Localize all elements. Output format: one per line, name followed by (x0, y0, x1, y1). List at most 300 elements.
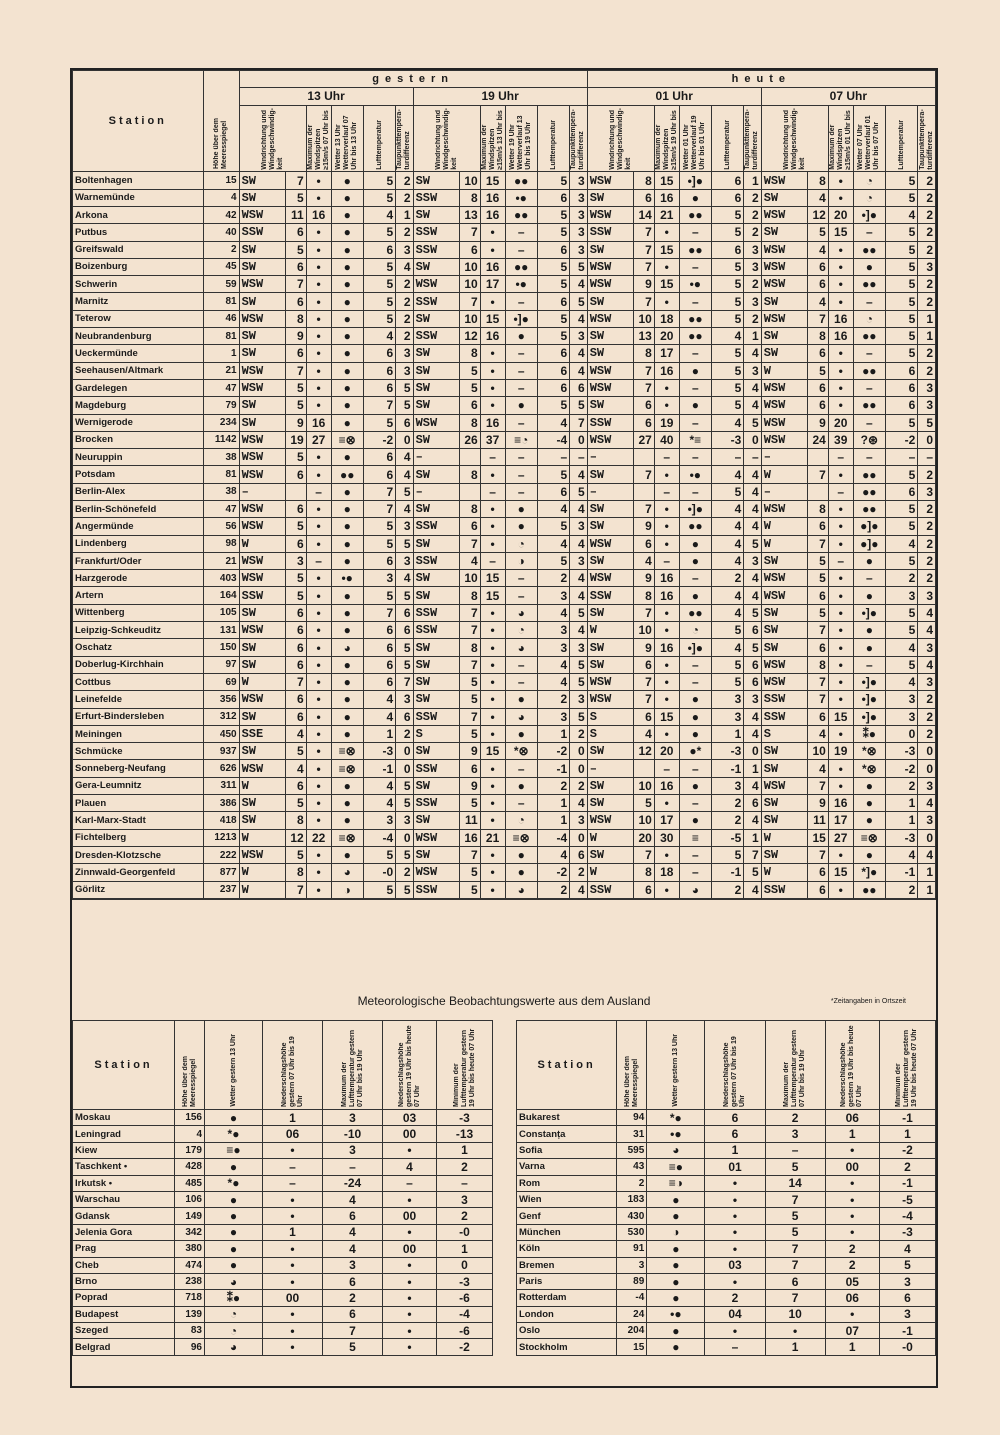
wind-speed: 11 (285, 206, 306, 223)
wind-max: 15 (480, 310, 505, 327)
wind-speed: 8 (459, 639, 480, 656)
dewpoint-difference: 3 (918, 483, 936, 500)
ausland-weather: ≡◑ (647, 1175, 705, 1191)
wind-max: 39 (828, 431, 853, 448)
wind-direction: W (239, 829, 285, 846)
wind-max: 16 (480, 328, 505, 345)
air-temperature: 4 (711, 328, 743, 345)
wind-speed: 6 (285, 622, 306, 639)
inland-table (72, 70, 936, 899)
weather-symbol: – (853, 570, 885, 587)
dewpoint-difference: – (744, 449, 761, 466)
dewpoint-difference: 5 (918, 414, 936, 431)
wind-direction: WSW (587, 673, 633, 690)
station-name: Doberlug-Kirchhain (73, 656, 204, 673)
wind-speed (459, 483, 480, 500)
wind-speed: 7 (459, 224, 480, 241)
wind-max: • (480, 725, 505, 742)
wind-max: • (306, 587, 331, 604)
wind-max: 15 (480, 570, 505, 587)
air-temperature: 4 (711, 587, 743, 604)
station-height: 2 (203, 241, 239, 258)
wind-direction: SW (239, 604, 285, 621)
weather-symbol: ●● (505, 172, 537, 189)
wind-direction: – (413, 483, 459, 500)
table-row (73, 673, 936, 690)
station-height: 15 (203, 172, 239, 189)
wind-direction: SSW (239, 224, 285, 241)
air-temperature: 2 (885, 881, 917, 898)
air-temperature: -1 (711, 760, 743, 777)
ausland-precip-day: 6 (705, 1110, 765, 1126)
wind-direction: SW (587, 241, 633, 258)
ausland-weather: ● (647, 1290, 705, 1306)
station-height: 418 (203, 812, 239, 829)
col-header-wind: Windrichtung und Windgeschwindig-keit (413, 105, 480, 172)
wind-direction: WSW (761, 258, 807, 275)
station-height: 21 (203, 362, 239, 379)
ausland-weather: *● (647, 1110, 705, 1126)
wind-direction: SW (239, 656, 285, 673)
ausland-weather: ● (205, 1208, 263, 1224)
wind-direction: SSW (413, 189, 459, 206)
ausland-station-name: Köln (517, 1241, 617, 1257)
weather-symbol: – (679, 379, 711, 396)
table-row (73, 622, 936, 639)
station-height: 79 (203, 397, 239, 414)
table-row (73, 379, 936, 396)
wind-speed: 12 (285, 829, 306, 846)
air-temperature: 5 (885, 466, 917, 483)
air-temperature: 4 (711, 639, 743, 656)
wind-direction: WSW (413, 864, 459, 881)
air-temperature: 4 (885, 535, 917, 552)
dewpoint-difference: 5 (396, 535, 413, 552)
ausland-min-temp: 1 (879, 1126, 935, 1142)
table-row (517, 1257, 936, 1273)
dewpoint-difference: 5 (744, 414, 761, 431)
weather-symbol: ◕ (679, 881, 711, 898)
weather-symbol: ● (331, 414, 363, 431)
ausland-weather: ● (205, 1110, 263, 1126)
table-row (73, 656, 936, 673)
dewpoint-difference: 2 (918, 206, 936, 223)
ausland-height: 2 (617, 1175, 647, 1191)
wind-max: 37 (480, 431, 505, 448)
ausland-precip-day: • (263, 1306, 323, 1322)
ausland-min-temp: -5 (879, 1191, 935, 1207)
dewpoint-difference: 3 (744, 362, 761, 379)
wind-max: • (828, 518, 853, 535)
air-temperature: -3 (711, 743, 743, 760)
ausland-height: 179 (175, 1142, 205, 1158)
wind-speed: 5 (807, 570, 828, 587)
wind-direction: SW (761, 846, 807, 863)
wind-direction: WSW (239, 431, 285, 448)
air-temperature: 5 (885, 656, 917, 673)
col-header: Taupunkttempera-turdifferenz (570, 105, 588, 172)
wind-speed: 7 (459, 604, 480, 621)
wind-direction: SW (587, 328, 633, 345)
wind-direction: WSW (761, 414, 807, 431)
wind-speed: 7 (633, 691, 654, 708)
weather-symbol: ● (331, 604, 363, 621)
dewpoint-difference: 5 (396, 587, 413, 604)
dewpoint-difference: 5 (396, 639, 413, 656)
weather-symbol: ● (853, 587, 885, 604)
dewpoint-difference: 4 (744, 397, 761, 414)
wind-max: • (480, 708, 505, 725)
ausland-col-header: Maximum der Lufttemperatur gestern 07 Uhr bis 19 Uhr (765, 1021, 825, 1110)
table-row (73, 691, 936, 708)
dewpoint-difference: 0 (918, 760, 936, 777)
wind-speed: 8 (459, 189, 480, 206)
wind-direction: SW (239, 414, 285, 431)
wind-speed: 5 (807, 224, 828, 241)
air-temperature: 4 (711, 518, 743, 535)
wind-speed: 9 (459, 777, 480, 794)
dewpoint-difference: 1 (744, 760, 761, 777)
wind-direction: SSW (413, 622, 459, 639)
ausland-min-temp: 1 (437, 1241, 493, 1257)
table-row (73, 864, 936, 881)
dewpoint-difference: 4 (744, 812, 761, 829)
air-temperature: 5 (363, 518, 395, 535)
weather-symbol: ●● (853, 241, 885, 258)
wind-speed: 6 (633, 189, 654, 206)
dewpoint-difference: 5 (396, 397, 413, 414)
wind-max: – (480, 449, 505, 466)
dewpoint-difference: 6 (744, 622, 761, 639)
air-temperature: 5 (711, 673, 743, 690)
dewpoint-difference: 0 (918, 743, 936, 760)
wind-max: 17 (828, 812, 853, 829)
wind-max: • (828, 466, 853, 483)
wind-direction: SW (761, 622, 807, 639)
wind-direction: SW (761, 812, 807, 829)
station-height: 21 (203, 552, 239, 569)
station-height: 450 (203, 725, 239, 742)
station-height: 38 (203, 449, 239, 466)
station-height: 877 (203, 864, 239, 881)
dewpoint-difference: 0 (744, 431, 761, 448)
air-temperature: 6 (537, 362, 569, 379)
table-row (73, 414, 936, 431)
table-row (517, 1142, 936, 1158)
dewpoint-difference: 2 (396, 189, 413, 206)
weather-symbol: – (853, 656, 885, 673)
wind-direction: SW (413, 673, 459, 690)
dewpoint-difference: 3 (918, 812, 936, 829)
ausland-precip-night: 00 (825, 1159, 879, 1175)
ausland-station-name: Poprad (73, 1290, 175, 1306)
air-temperature: 4 (363, 328, 395, 345)
wind-direction: W (761, 362, 807, 379)
air-temperature: 6 (363, 639, 395, 656)
wind-direction: WSW (587, 431, 633, 448)
air-temperature: 4 (363, 206, 395, 223)
weather-symbol: ≡⊗ (853, 829, 885, 846)
weather-symbol: ● (853, 846, 885, 863)
ausland-min-temp: -2 (437, 1339, 493, 1355)
dewpoint-difference: 4 (744, 708, 761, 725)
wind-max: 16 (480, 206, 505, 223)
ausland-precip-day: – (705, 1339, 765, 1355)
wind-max: • (306, 397, 331, 414)
ausland-station-name: Bukarest (517, 1110, 617, 1126)
wind-max: • (654, 795, 679, 812)
weather-symbol: ● (331, 518, 363, 535)
wind-direction: SSW (413, 881, 459, 898)
weather-symbol: ●● (853, 501, 885, 518)
ausland-station-name: München (517, 1224, 617, 1240)
wind-max: • (480, 535, 505, 552)
wind-direction: SSW (587, 881, 633, 898)
table-row (73, 743, 936, 760)
wind-direction: SSW (587, 414, 633, 431)
weather-symbol: ● (331, 587, 363, 604)
air-temperature: -3 (711, 431, 743, 448)
wind-speed: 4 (807, 725, 828, 742)
wind-max: • (306, 224, 331, 241)
wind-direction: WSW (761, 172, 807, 189)
wind-direction: WSW (761, 501, 807, 518)
gestern-header: gestern (239, 71, 587, 88)
ausland-station-name: Leningrad (73, 1126, 175, 1142)
wind-speed: 8 (633, 587, 654, 604)
ausland-min-temp: -4 (437, 1306, 493, 1322)
dewpoint-difference: 2 (744, 224, 761, 241)
ausland-max-temp: 4 (323, 1224, 383, 1240)
air-temperature: 6 (711, 241, 743, 258)
ausland-height: 183 (617, 1191, 647, 1207)
ausland-min-temp: -6 (437, 1323, 493, 1339)
dewpoint-difference: 2 (918, 708, 936, 725)
dewpoint-difference: 2 (918, 691, 936, 708)
wind-max: • (828, 622, 853, 639)
dewpoint-difference: 7 (744, 846, 761, 863)
wind-max: • (828, 501, 853, 518)
ausland-col-header: Höhe über dem Meeresspiegel (175, 1021, 205, 1110)
wind-speed: 11 (807, 812, 828, 829)
table-row (73, 1241, 493, 1257)
air-temperature: 5 (885, 276, 917, 293)
air-temperature: 5 (885, 345, 917, 362)
wind-speed: 7 (633, 362, 654, 379)
air-temperature: 4 (711, 414, 743, 431)
ausland-height: 3 (617, 1257, 647, 1273)
wind-max: – (654, 760, 679, 777)
dewpoint-difference: 3 (570, 518, 588, 535)
wind-max: 30 (654, 829, 679, 846)
wind-max: 16 (306, 206, 331, 223)
air-temperature: 5 (363, 535, 395, 552)
wind-speed: 7 (807, 310, 828, 327)
wind-max: • (306, 795, 331, 812)
ausland-station-name: Varna (517, 1159, 617, 1175)
weather-symbol: ●● (679, 604, 711, 621)
wind-direction: WSW (587, 570, 633, 587)
dewpoint-difference: 4 (918, 846, 936, 863)
air-temperature: 6 (885, 379, 917, 396)
station-name: Cottbus (73, 673, 204, 690)
ausland-min-temp: 2 (879, 1159, 935, 1175)
wind-max: 15 (654, 276, 679, 293)
station-name: Neuruppin (73, 449, 204, 466)
air-temperature: 1 (537, 725, 569, 742)
air-temperature: – (711, 449, 743, 466)
ausland-precip-night: • (383, 1306, 437, 1322)
ausland-station-name: Stockholm (517, 1339, 617, 1355)
ausland-min-temp: -0 (437, 1224, 493, 1240)
time-header: 01 Uhr (587, 88, 761, 105)
station-height: 81 (203, 466, 239, 483)
dewpoint-difference: 4 (570, 881, 588, 898)
wind-speed: 5 (459, 691, 480, 708)
table-row (517, 1241, 936, 1257)
ausland-min-temp: 3 (437, 1191, 493, 1207)
wind-max: • (306, 535, 331, 552)
wind-speed: 10 (459, 570, 480, 587)
weather-symbol: – (505, 379, 537, 396)
wind-max: • (480, 241, 505, 258)
wind-max: – (654, 449, 679, 466)
ausland-weather: •● (647, 1306, 705, 1322)
dewpoint-difference: 6 (570, 379, 588, 396)
wind-direction: SW (413, 345, 459, 362)
wind-direction: SW (413, 846, 459, 863)
dewpoint-difference: 5 (570, 656, 588, 673)
air-temperature: 4 (885, 206, 917, 223)
station-name: Frankfurt/Oder (73, 552, 204, 569)
wind-max: • (480, 362, 505, 379)
air-temperature: 4 (537, 501, 569, 518)
weather-symbol: – (679, 224, 711, 241)
wind-direction: – (587, 760, 633, 777)
ausland-min-temp: -2 (879, 1142, 935, 1158)
wind-max: • (828, 189, 853, 206)
ausland-precip-night: 00 (383, 1208, 437, 1224)
wind-speed: 7 (459, 535, 480, 552)
wind-speed: 12 (807, 206, 828, 223)
dewpoint-difference: 0 (396, 829, 413, 846)
dewpoint-difference: 3 (744, 241, 761, 258)
air-temperature: 5 (885, 414, 917, 431)
ausland-max-temp: 6 (765, 1273, 825, 1289)
air-temperature: 6 (537, 345, 569, 362)
wind-direction: SW (239, 258, 285, 275)
dewpoint-difference: 4 (744, 777, 761, 794)
wind-speed: 9 (807, 795, 828, 812)
weather-symbol: •]● (853, 604, 885, 621)
wind-direction: WSW (587, 691, 633, 708)
wind-speed: 5 (285, 518, 306, 535)
weather-symbol: ●● (331, 466, 363, 483)
dewpoint-difference: 0 (570, 829, 588, 846)
weather-symbol: ● (331, 172, 363, 189)
ausland-weather: ● (647, 1323, 705, 1339)
wind-direction: WSW (587, 172, 633, 189)
station-name: Oschatz (73, 639, 204, 656)
dewpoint-difference: 3 (570, 241, 588, 258)
air-temperature: -4 (537, 829, 569, 846)
weather-symbol: – (679, 846, 711, 863)
wind-direction: W (239, 673, 285, 690)
weather-symbol: *⊗ (853, 743, 885, 760)
dewpoint-difference: 1 (744, 328, 761, 345)
weather-symbol: ● (679, 812, 711, 829)
weather-symbol: ● (331, 241, 363, 258)
station-height: 56 (203, 518, 239, 535)
weather-symbol: ●● (679, 241, 711, 258)
wind-max: 27 (306, 431, 331, 448)
ausland-max-temp: 5 (765, 1224, 825, 1240)
air-temperature: 1 (363, 725, 395, 742)
table-row (73, 501, 936, 518)
weather-symbol: ● (505, 777, 537, 794)
weather-symbol: ● (331, 725, 363, 742)
wind-speed: 7 (633, 466, 654, 483)
weather-symbol: – (505, 414, 537, 431)
wind-max: • (306, 276, 331, 293)
air-temperature: 1 (711, 725, 743, 742)
wind-speed (633, 760, 654, 777)
ausland-precip-day: • (263, 1208, 323, 1224)
wind-direction: WSW (761, 570, 807, 587)
air-temperature: -3 (363, 743, 395, 760)
wind-direction: WSW (239, 466, 285, 483)
wind-speed: 8 (633, 172, 654, 189)
air-temperature: 1 (885, 795, 917, 812)
ausland-min-temp: 2 (437, 1159, 493, 1175)
wind-speed: 4 (459, 552, 480, 569)
weather-symbol: – (505, 345, 537, 362)
wind-max: • (480, 345, 505, 362)
air-temperature: 3 (885, 708, 917, 725)
wind-speed: 6 (807, 518, 828, 535)
air-temperature: 4 (537, 846, 569, 863)
wind-max: • (480, 379, 505, 396)
wind-speed: 6 (285, 535, 306, 552)
wind-speed: 6 (285, 604, 306, 621)
wind-direction: WSW (413, 276, 459, 293)
ausland-station-name: Rom (517, 1175, 617, 1191)
air-temperature: 2 (537, 570, 569, 587)
ausland-precip-day: • (263, 1323, 323, 1339)
wind-max: • (828, 345, 853, 362)
weather-symbol: – (505, 224, 537, 241)
air-temperature: -1 (363, 760, 395, 777)
station-height: 131 (203, 622, 239, 639)
weather-symbol: ◕ (505, 881, 537, 898)
ausland-max-temp: 6 (323, 1273, 383, 1289)
weather-symbol: ◔ (679, 622, 711, 639)
table-row (73, 552, 936, 569)
wind-direction: WSW (239, 622, 285, 639)
wind-speed: 6 (459, 397, 480, 414)
wind-speed: 8 (459, 587, 480, 604)
wind-speed (633, 449, 654, 466)
wind-speed: 12 (633, 743, 654, 760)
table-row (73, 518, 936, 535)
dewpoint-difference: 5 (744, 864, 761, 881)
wind-max: • (306, 760, 331, 777)
dewpoint-difference: 4 (396, 570, 413, 587)
wind-speed: 6 (459, 760, 480, 777)
wind-speed: 5 (807, 604, 828, 621)
ausland-height: 24 (617, 1306, 647, 1322)
wind-max: • (828, 293, 853, 310)
